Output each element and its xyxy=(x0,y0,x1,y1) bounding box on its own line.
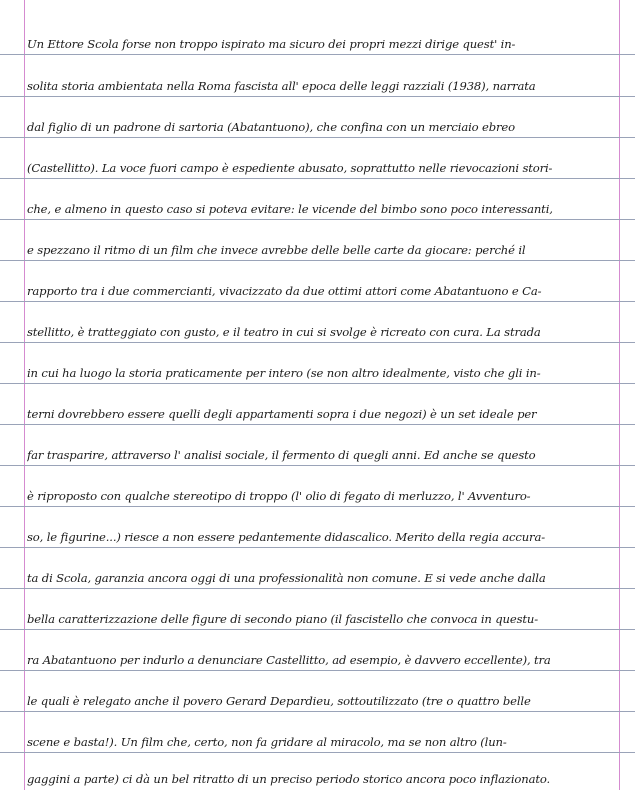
ruled-line xyxy=(0,301,635,302)
text-line: (Castellitto). La voce fuori campo è espediente abusato, soprattutto nelle rievocazioni stori- xyxy=(27,161,553,175)
ruled-line xyxy=(0,424,635,425)
text-line: terni dovrebbero essere quelli degli appartamenti sopra i due negozi) è un set ideale per xyxy=(27,407,537,421)
ruled-line xyxy=(0,506,635,507)
text-line: gaggini a parte) ci dà un bel ritratto di un preciso periodo storico ancora poco inflazionato. xyxy=(27,772,551,786)
text-line: dal figlio di un padrone di sartoria (Abatantuono), che confina con un merciaio ebreo xyxy=(27,120,515,134)
text-line: rapporto tra i due commercianti, vivacizzato da due ottimi attori come Abatantuono e Ca- xyxy=(27,284,542,298)
ruled-line xyxy=(0,219,635,220)
ruled-line xyxy=(0,342,635,343)
ruled-line xyxy=(0,711,635,712)
text-line: solita storia ambientata nella Roma fascista all' epoca delle leggi razziali (1938), narrata xyxy=(27,79,536,93)
text-line: ta di Scola, garanzia ancora oggi di una professionalità non comune. E si vede anche dalla xyxy=(27,571,546,585)
ruled-line xyxy=(0,96,635,97)
text-line: scene e basta!). Un film che, certo, non fa gridare al miracolo, ma se non altro (lun- xyxy=(27,735,507,749)
ruled-line xyxy=(0,465,635,466)
left-margin-line xyxy=(24,0,25,790)
text-line: far trasparire, attraverso l' analisi sociale, il fermento di quegli anni. Ed anche se questo xyxy=(27,448,536,462)
text-line: ra Abatantuono per indurlo a denunciare Castellitto, ad esempio, è davvero eccellente), tra xyxy=(27,653,551,667)
text-line: Un Ettore Scola forse non troppo ispirato ma sicuro dei propri mezzi dirige quest' in- xyxy=(27,37,516,51)
ruled-line xyxy=(0,383,635,384)
ruled-line xyxy=(0,547,635,548)
ruled-line xyxy=(0,670,635,671)
ruled-line xyxy=(0,137,635,138)
text-line: che, e almeno in questo caso si poteva evitare: le vicende del bimbo sono poco interessanti, xyxy=(27,202,553,216)
text-line: le quali è relegato anche il povero Gerard Depardieu, sottoutilizzato (tre o quattro belle xyxy=(27,694,531,708)
text-line: so, le figurine...) riesce a non essere pedantemente didascalico. Merito della regia accura- xyxy=(27,530,545,544)
text-line: in cui ha luogo la storia praticamente per intero (se non altro idealmente, visto che gli in- xyxy=(27,366,541,380)
ruled-line xyxy=(0,752,635,753)
ruled-line xyxy=(0,588,635,589)
text-line: e spezzano il ritmo di un film che invece avrebbe delle belle carte da giocare: perché il xyxy=(27,243,526,257)
ruled-line xyxy=(0,54,635,55)
ruled-line xyxy=(0,260,635,261)
text-line: stellitto, è tratteggiato con gusto, e il teatro in cui si svolge è ricreato con cura. La strada xyxy=(27,325,541,339)
text-line: è riproposto con qualche stereotipo di troppo (l' olio di fegato di merluzzo, l' Avventuro- xyxy=(27,489,531,503)
ruled-line xyxy=(0,178,635,179)
text-line: bella caratterizzazione delle figure di secondo piano (il fascistello che convoca in questu- xyxy=(27,612,538,626)
ruled-line xyxy=(0,629,635,630)
